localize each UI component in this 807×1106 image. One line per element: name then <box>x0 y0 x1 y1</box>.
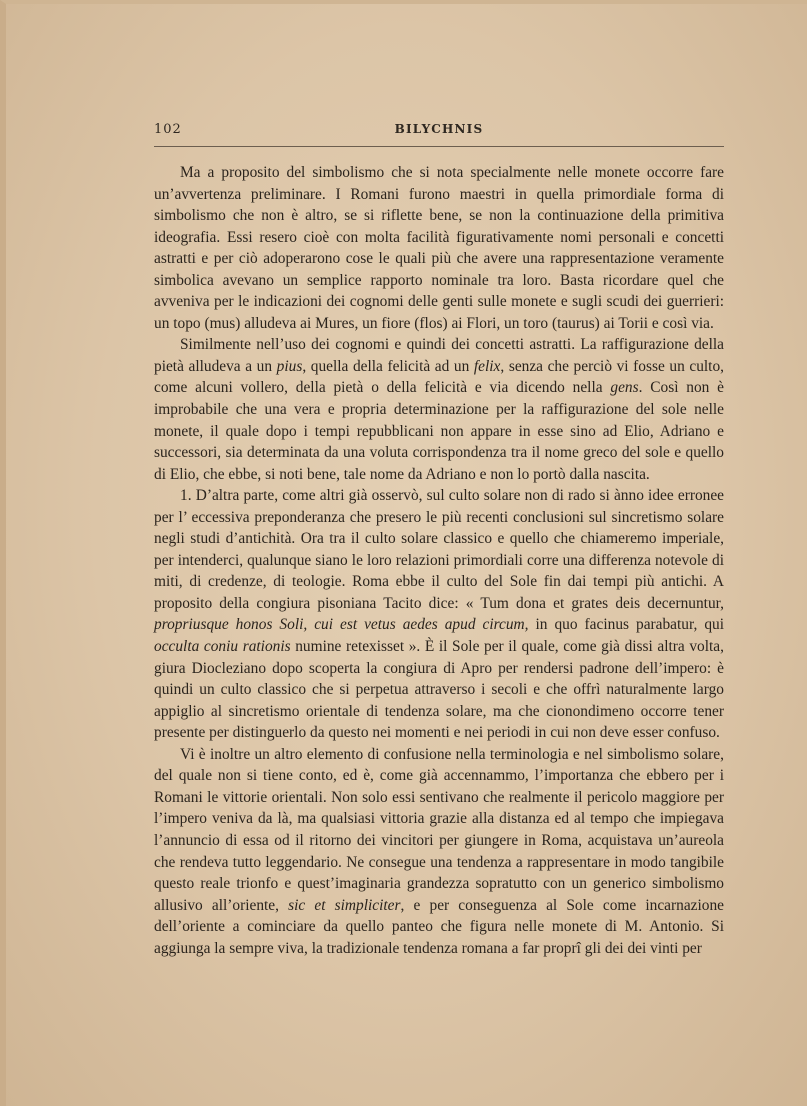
page-number: 102 <box>154 122 182 137</box>
body-text <box>154 162 724 959</box>
paragraph-1 <box>154 162 724 334</box>
page-header <box>154 120 724 147</box>
tacitus-quote-b: occulta coniu rationis <box>154 638 291 656</box>
paragraph-3-text-b: in quo facinus parabatur, qui <box>528 616 724 634</box>
paragraph-3 <box>154 485 724 744</box>
paragraph-2 <box>154 334 724 485</box>
term-pius: pius <box>276 357 303 375</box>
tacitus-quote-a: propriusque honos Soli, cui est vetus aedes apud circum, <box>154 616 529 634</box>
paragraph-4 <box>154 744 724 959</box>
paragraph-3-text-a: 1. D’altra parte, come altri già osservò, sul culto solare non di rado si ànno idee erronee per l’ eccessiva preponderanza che presero le più recenti conclusioni sul sincretismo solare negli studi d’antichità. Ora tra il culto solare classico e quello che chiameremo imperiale, per intenderci, qualunque siano le loro relazioni primordiali corre una differenza notevole di miti, di credenze, di teologie. Roma ebbe il culto del Sole fin dai tempi più antichi. A proposito della congiura pisoniana Tacito dice: « Tum dona et grates deis decernuntur, <box>154 487 724 612</box>
paragraph-2-text-a: Similmente nell’uso dei cognomi e quindi dei concetti astratti. La raffigurazione della pietà alludeva a un <box>154 336 724 375</box>
paragraph-4-text-a: Vi è inoltre un altro elemento di confusione nella terminologia e nel simbolismo solare, del quale non si tiene conto, ed è, come già accennammo, l’importanza che ebbero per i Romani le vittorie orientali. Non solo essi sentivano che realmente il pericolo maggiore per l’impero veniva da là, ma qualsiasi vittoria grazie alla distanza ed al tempo che impiegava l’annuncio di essa od il ritorno dei vincitori per giungere in Roma, acquistava un’aureola che rendeva tutto leggendario. Ne consegue una tendenza a rappresentare in modo tangibile questo reale trionfo e quest’imaginaria grandezza sopratutto con un generico simbolismo allusivo all’oriente, <box>154 745 724 914</box>
running-title: BILYCHNIS <box>394 122 484 136</box>
paragraph-2-text-d: . Così non è improbabile che una vera e propria determinazione per la raffigurazione del sole nelle monete, il quale dopo i tempi repubblicani non appare in esse sino ad Elio, Adriano e successori, sia determinata da una voluta corrispondenza tra il nome greco del sole e quello di Elio, che ebbe, si noti bene, tale nome da Adriano e non lo portò dalla nascita. <box>154 379 724 483</box>
term-sic-et-simpliciter: sic et simpliciter <box>288 896 401 914</box>
paragraph-2-text-b: , quella della felicità ad un <box>302 357 474 375</box>
paragraph-4-text-b: , e per conseguenza al Sole come incarnazione dell’oriente a cominciare da quello panteo che figura nelle monete di M. Antonio. Si aggiunga la sempre viva, la tradizionale tendenza romana a far proprî gli dei dei vinti per <box>154 896 724 957</box>
term-gens: gens <box>610 379 639 397</box>
paragraph-3-text-c: numine retexisset ». È il Sole per il quale, come già dissi altra volta, giura Diocleziano dopo scoperta la congiura di Apro per rendersi padrone dell’impero: è quindi un culto classico che si perpetua attraverso i secoli e che offrì naturalmente largo appiglio al sincretismo orientale di tendenza solare, ma che cionondimeno occorre tener presente per distinguerlo da questo nei momenti e nei periodi in cui non deve esser confuso. <box>154 638 724 742</box>
term-felix: felix <box>473 357 501 375</box>
paragraph-1-text: Ma a proposito del simbolismo che si nota specialmente nelle monete occorre fare un’avvertenza preliminare. I Romani furono maestri in quella primordiale forma di simbolismo che non è altro, se si riflette bene, se non la continuazione della primitiva ideografia. Essi resero cioè con molta facilità figurativamente nomi personali e concetti astratti e per ciò adoperarono cose le quali più che avere una rappresentazione veramente simbolica avevano un semplice rapporto nominale tra loro. Basta ricordare quel che avveniva per le indicazioni dei cognomi delle genti sulle monete e sugli scudi dei guerrieri: un topo (mus) alludeva ai Mures, un fiore (flos) ai Flori, un toro (taurus) ai Torii e così via. <box>154 164 724 332</box>
paragraph-2-text-c: , senza che perciò vi fosse un culto, come alcuni vollero, della pietà o della felicità e via dicendo nella <box>154 357 725 397</box>
